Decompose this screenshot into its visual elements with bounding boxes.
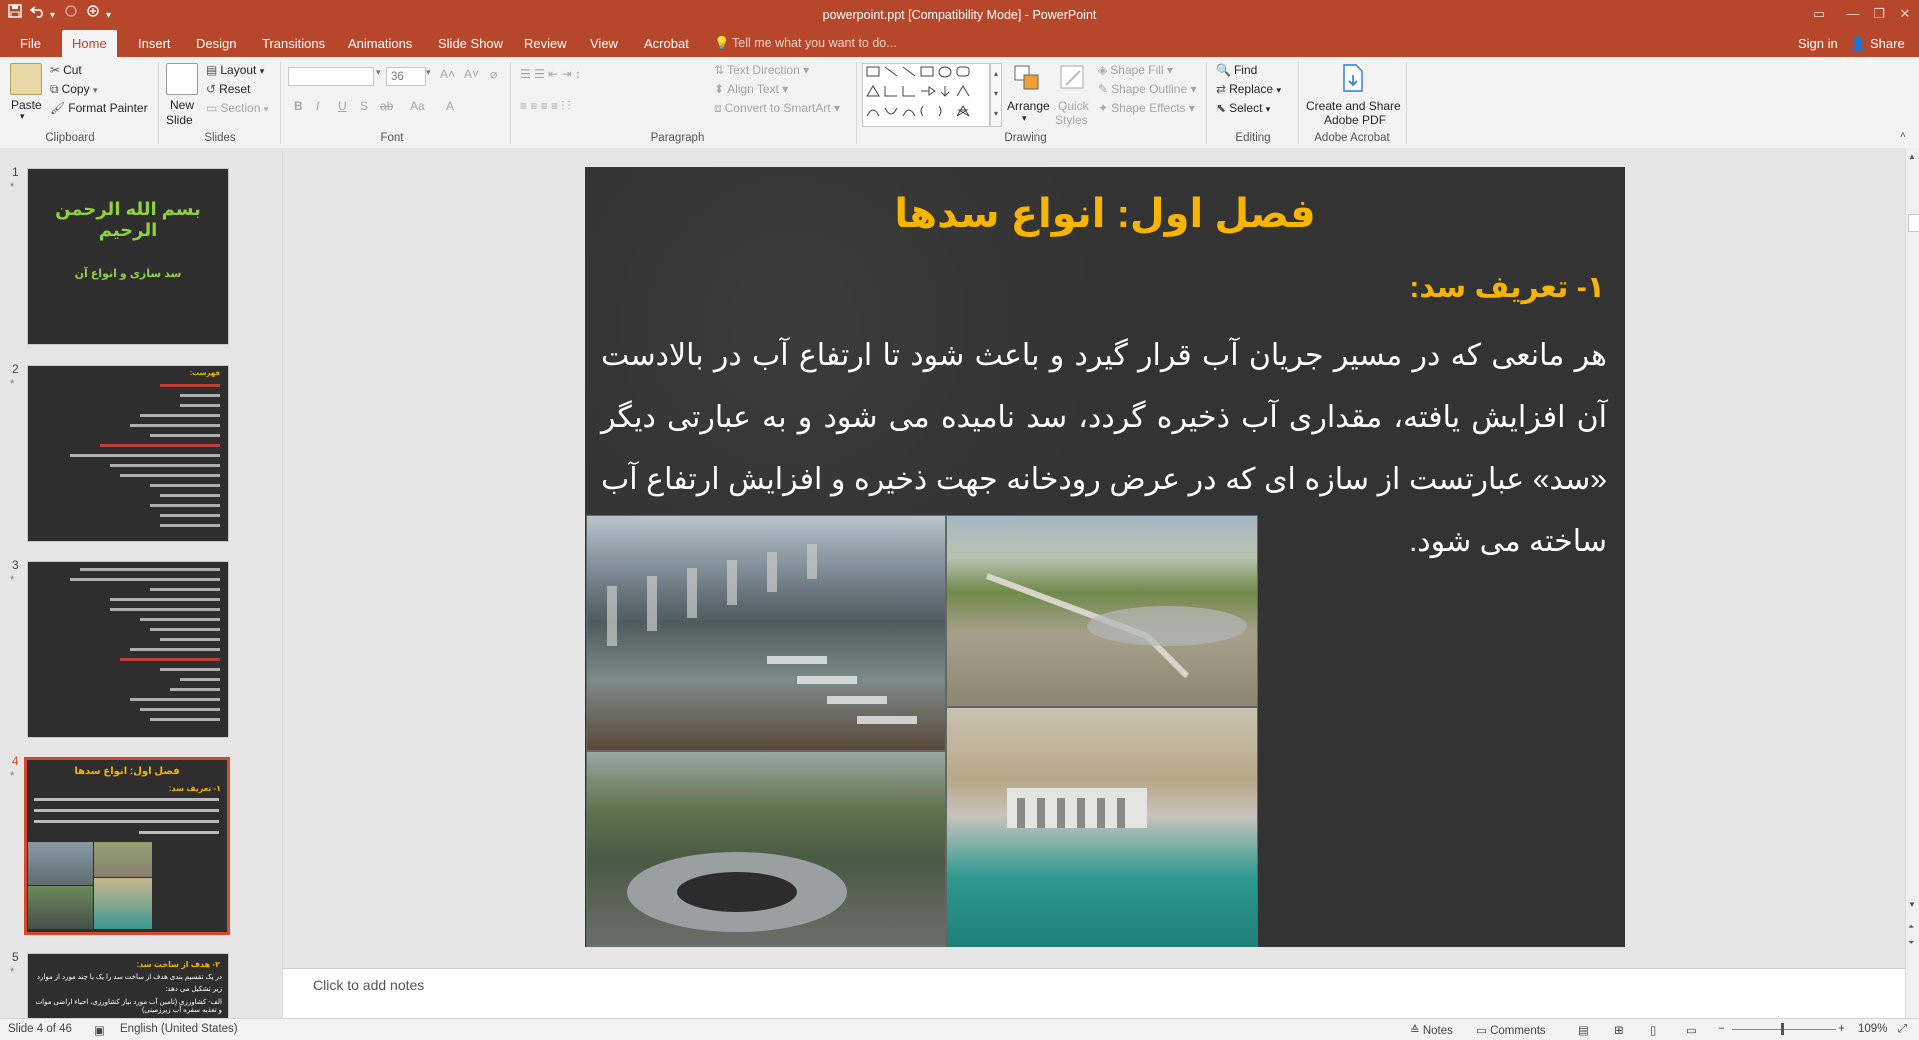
font-size-dropdown-icon[interactable]: ▾	[426, 67, 431, 77]
paint-bucket-icon: ◈	[1098, 63, 1108, 77]
tab-transitions[interactable]: Transitions	[262, 36, 326, 51]
select-button[interactable]	[1216, 101, 1270, 115]
strikethrough-button[interactable]: ab	[380, 99, 394, 113]
ribbon	[0, 57, 1919, 149]
thumb-number: 3	[12, 558, 19, 572]
slide-thumbnail-4[interactable]	[24, 757, 230, 935]
align-icons[interactable]: ≡ ≡ ≡ ≡ ⫶ ⫶	[520, 99, 571, 113]
clipboard-group-label: Clipboard	[45, 132, 95, 144]
text-direction-button[interactable]: ⇅ Text Direction ▾	[714, 63, 810, 77]
convert-smartart-button[interactable]: ⧈ Convert to SmartArt ▾	[714, 101, 841, 115]
thumb-text-line	[160, 668, 220, 671]
customize-qat-icon[interactable]: ▾	[106, 10, 112, 21]
thumb-text-line	[34, 820, 219, 823]
section-icon: ▭	[206, 101, 218, 115]
scroll-up-icon[interactable]: ▲	[1908, 152, 1916, 161]
format-painter-button[interactable]	[50, 101, 148, 115]
thumb-text-line	[180, 394, 220, 397]
comment-icon: ▭	[1476, 1025, 1491, 1037]
section-button[interactable]	[206, 101, 268, 115]
group-divider	[158, 62, 159, 144]
thumb-animation-star-icon: *	[10, 770, 15, 782]
thumb-text-line	[120, 658, 220, 661]
copy-icon: ⧉	[50, 82, 59, 96]
paragraph-group-label: Paragraph	[650, 132, 705, 144]
thumb-text-line	[120, 474, 220, 477]
layout-label: Layout	[220, 63, 257, 77]
thumb-animation-star-icon: *	[10, 966, 15, 978]
find-icon: 🔍	[1216, 63, 1231, 77]
slide-sorter-icon[interactable]: ⊞	[1614, 1025, 1624, 1037]
thumb-text-line	[150, 718, 220, 721]
section-dropdown-icon: ▾	[263, 104, 269, 114]
align-text-button[interactable]: ⬍ Align Text ▾	[714, 82, 789, 96]
thumb-text-line	[150, 434, 220, 437]
find-label: Find	[1233, 63, 1258, 77]
new-slide-icon[interactable]	[166, 63, 198, 95]
quick-styles-label-1[interactable]: Quick	[1058, 99, 1089, 113]
thumb-photo	[94, 878, 152, 929]
thumb-text-line	[150, 628, 220, 631]
group-divider	[280, 62, 281, 144]
thumb-text-line	[34, 798, 219, 801]
tell-me-box[interactable]: Tell me what you want to do...	[732, 36, 897, 50]
thumb-text-line	[80, 568, 220, 571]
thumb-text-line	[150, 484, 220, 487]
notes-icon: ≙	[1410, 1025, 1423, 1037]
create-share-pdf-label-1[interactable]: Create and Share	[1306, 99, 1401, 113]
tab-file[interactable]: File	[20, 36, 41, 51]
thumb-text: الف- کشاورزی (تامین آب مورد نیاز کشاورزی، احیاء اراضی موات و تغذیه سفره آب زیرزمینی)	[35, 999, 222, 1014]
sign-in-link[interactable]: Sign in	[1798, 36, 1838, 51]
tab-slide-show[interactable]: Slide Show	[438, 36, 504, 51]
thumb-text-line	[180, 404, 220, 407]
select-dropdown-icon: ▾	[1265, 104, 1271, 114]
undo-dropdown-icon[interactable]: ▾	[50, 10, 56, 21]
paste-icon[interactable]	[10, 63, 42, 95]
user-icon: 👤	[1850, 36, 1867, 51]
editing-group-label: Editing	[1235, 132, 1271, 144]
copy-label: Copy	[61, 82, 90, 96]
paste-dropdown-icon[interactable]: ▾	[20, 111, 25, 121]
reset-icon: ↺	[206, 82, 217, 96]
thumb-text-line	[110, 598, 220, 601]
thumb-text: ۱- تعریف سد:	[168, 784, 221, 793]
tab-view[interactable]: View	[590, 36, 618, 51]
thumb-photo	[28, 842, 93, 885]
normal-view-icon[interactable]: ▤	[1578, 1025, 1589, 1037]
arrange-button[interactable]: Arrange	[1007, 99, 1050, 113]
thumb-animation-star-icon: *	[10, 378, 15, 390]
scroll-down-icon[interactable]: ▼	[1908, 900, 1916, 909]
collapse-ribbon-icon[interactable]: ˄	[1900, 130, 1906, 141]
slide-editing-area	[283, 148, 1905, 968]
shape-fill-button[interactable]: ◈ Shape Fill ▾	[1098, 63, 1173, 77]
copy-button[interactable]	[50, 82, 97, 97]
zoom-level[interactable]: 109%	[1858, 1023, 1888, 1035]
effects-icon: ✦	[1098, 101, 1109, 115]
concrete-dam-reservoir-photo[interactable]	[946, 707, 1258, 947]
thumb-text: در یک تقسیم بندی هدف از ساخت سد را یک یا چند مورد از موارد زیر تشکیل می دهد:	[36, 974, 222, 993]
thumb-text-line	[110, 608, 220, 611]
slides-group-label: Slides	[204, 132, 236, 144]
reading-view-icon[interactable]: ▯	[1650, 1025, 1657, 1037]
font-color-button[interactable]: A	[446, 99, 455, 113]
decrease-font-icon[interactable]: A˅	[464, 67, 480, 81]
shape-effects-label: Shape Effects	[1111, 101, 1186, 115]
thumb-text-line	[180, 678, 220, 681]
change-case-button[interactable]: Aa	[410, 99, 425, 113]
notes-pane[interactable]	[283, 968, 1905, 1019]
current-slide[interactable]	[585, 167, 1625, 947]
layout-dropdown-icon: ▾	[259, 66, 265, 76]
slide-thumbnail-2[interactable]	[27, 365, 229, 542]
thumb-text: بسم الله الرحمن الرحیم	[55, 199, 201, 240]
lightbulb-icon: 💡	[714, 36, 730, 50]
slide-subtitle[interactable]: ۱- تعریف سد:	[1409, 271, 1605, 304]
select-label: Select	[1229, 101, 1263, 115]
slide-thumbnail-1[interactable]	[27, 168, 229, 345]
tab-insert[interactable]: Insert	[138, 36, 171, 51]
slide-body-text[interactable]: هر مانعی که در مسیر جریان آب قرار گیرد و باعث شود تا ارتفاع آب در بالادست آن افزایش یافته، مقداری آب ذخیره گردد، سد نامیده می شود و به عبارتی دیگر «سد» عبارتست از سازه ای که در عرض رودخانه جهت ذخیره و افزایش ارتفاع آب ساخته می شود.	[601, 339, 1607, 558]
thumb-text-line	[130, 648, 220, 651]
font-name-dropdown-icon[interactable]: ▾	[376, 67, 381, 77]
group-divider	[1298, 62, 1299, 144]
thumb-text-line	[70, 454, 220, 457]
thumb-text-line	[160, 494, 220, 497]
spelling-icon[interactable]: ▣	[94, 1025, 105, 1037]
notes-placeholder: Click to add notes	[313, 977, 425, 993]
minimize-icon[interactable]: —	[1846, 6, 1860, 21]
thumb-photo	[28, 886, 93, 929]
close-icon[interactable]: ✕	[1899, 6, 1911, 21]
embankment-dam-photo[interactable]	[946, 515, 1258, 707]
zoom-slider-handle[interactable]	[1781, 1023, 1784, 1035]
thumb-text-line	[130, 698, 220, 701]
thumb-text-line	[34, 809, 219, 812]
acrobat-group-label: Adobe Acrobat	[1314, 132, 1390, 144]
shapes-gallery[interactable]	[862, 63, 990, 127]
cut-label: Cut	[63, 63, 82, 77]
thumb-text-line	[150, 588, 220, 591]
thumb-text: ۲- هدف از ساخت سد:	[136, 960, 220, 969]
slide-counter: Slide 4 of 46	[8, 1023, 72, 1035]
tab-acrobat[interactable]: Acrobat	[644, 36, 689, 51]
font-size-field[interactable]: 36	[386, 67, 426, 86]
fit-to-window-icon[interactable]: ⤢	[1898, 1023, 1908, 1035]
paintbrush-icon: 🖌	[50, 101, 66, 115]
window-title: powerpoint.ppt [Compatibility Mode] - PowerPoint	[822, 8, 1097, 22]
thumb-text: فصل اول: انواع سدها	[74, 766, 180, 777]
tab-home[interactable]: Home	[62, 30, 117, 57]
align-text-label: Align Text	[727, 82, 779, 96]
arrange-dropdown-icon[interactable]: ▾	[1022, 113, 1027, 123]
group-divider	[1406, 62, 1407, 144]
quick-styles-icon[interactable]	[1058, 63, 1088, 93]
pen-icon: ✎	[1098, 82, 1109, 96]
clear-format-icon[interactable]: ⌀	[490, 67, 498, 81]
thumb-text-line	[160, 384, 220, 387]
notes-label: Notes	[1422, 1025, 1453, 1037]
shape-outline-button[interactable]: ✎ Shape Outline ▾	[1098, 82, 1197, 96]
thumb-text-line	[139, 831, 219, 834]
scroll-thumb[interactable]	[1908, 214, 1919, 232]
quick-styles-label-2[interactable]: Styles	[1055, 113, 1088, 127]
new-slide-label-1[interactable]: New	[170, 98, 195, 112]
create-share-pdf-label-2[interactable]: Adobe PDF	[1324, 113, 1387, 127]
cut-button[interactable]	[50, 63, 82, 77]
language-indicator[interactable]: English (United States)	[120, 1023, 238, 1035]
copy-dropdown-icon: ▾	[92, 85, 98, 95]
thumb-text: سد سازی و انواع آن	[74, 268, 182, 280]
title-bar	[0, 0, 1919, 30]
slide-thumbnail-3[interactable]	[27, 561, 229, 738]
thumb-text: فهرست:	[189, 370, 220, 377]
thumb-number: 5	[12, 950, 19, 964]
thumb-text-line	[160, 638, 220, 641]
thumb-animation-star-icon: *	[10, 181, 15, 193]
tab-design[interactable]: Design	[196, 36, 237, 51]
shape-effects-button[interactable]: ✦ Shape Effects ▾	[1098, 101, 1195, 115]
slide-thumbnail-5[interactable]	[27, 953, 229, 1018]
thumb-text-line	[100, 444, 220, 447]
comments-label: Comments	[1490, 1025, 1546, 1037]
share-button[interactable]: Share	[1870, 36, 1905, 51]
zoom-slider[interactable]	[1732, 1029, 1836, 1030]
ribbon-tabs	[0, 30, 1919, 57]
scissors-icon: ✂	[50, 63, 61, 77]
thumb-text-line	[140, 708, 220, 711]
replace-dropdown-icon: ▾	[1276, 85, 1281, 95]
ribbon-display-icon[interactable]: ▭	[1812, 6, 1826, 21]
thumb-text-line	[110, 464, 220, 467]
bullets-icon[interactable]: ☰ ☰ ⇤ ⇥ ↕	[520, 67, 581, 81]
shape-outline-label: Shape Outline	[1111, 82, 1188, 96]
thumb-text-line	[160, 524, 220, 527]
convert-smartart-label: Convert to SmartArt	[724, 101, 831, 115]
tab-review[interactable]: Review	[524, 36, 567, 51]
thumb-text-line	[70, 578, 220, 581]
font-name-field[interactable]	[288, 67, 374, 86]
replace-button[interactable]	[1216, 82, 1281, 96]
slide-thumbnail-panel	[0, 148, 283, 1018]
section-label: Section	[220, 101, 261, 115]
dam-spillway-photo[interactable]	[586, 515, 946, 751]
slideshow-view-icon[interactable]: ▭	[1686, 1025, 1697, 1037]
layout-icon: ▤	[206, 63, 218, 77]
bold-button[interactable]: B	[294, 99, 303, 113]
zoom-in-icon[interactable]: +	[1838, 1023, 1845, 1035]
thumb-text-line	[170, 688, 220, 691]
format-painter-label: Format Painter	[68, 101, 148, 115]
layout-button[interactable]	[206, 63, 264, 77]
adobe-pdf-icon[interactable]	[1338, 63, 1368, 93]
replace-label: Replace	[1229, 82, 1274, 96]
shadow-button[interactable]: S	[360, 99, 369, 113]
align-text-icon: ⬍	[714, 82, 725, 96]
drawing-group-label: Drawing	[1004, 132, 1047, 144]
group-divider	[1206, 62, 1207, 144]
thumb-text-line	[150, 504, 220, 507]
morning-glory-spillway-photo[interactable]	[586, 751, 946, 947]
zoom-out-icon[interactable]: −	[1718, 1023, 1725, 1035]
thumb-animation-star-icon: *	[10, 574, 15, 586]
comments-toggle[interactable]	[1476, 1023, 1546, 1037]
font-group-label: Font	[380, 132, 404, 144]
paste-button[interactable]: Paste	[11, 98, 42, 112]
underline-button[interactable]: U	[338, 99, 347, 113]
reset-button[interactable]	[206, 82, 250, 96]
next-slide-icon[interactable]: ⏷	[1908, 938, 1915, 947]
replace-icon: ⇄	[1216, 82, 1227, 96]
new-slide-label-2[interactable]: Slide	[166, 113, 193, 127]
smartart-icon: ⧈	[714, 101, 722, 115]
restore-icon[interactable]: ❐	[1873, 6, 1885, 21]
previous-slide-icon[interactable]: ⏶	[1908, 922, 1915, 931]
text-direction-icon: ⇅	[714, 63, 725, 77]
slide-title[interactable]: فصل اول: انواع سدها	[894, 192, 1316, 236]
thumb-number: 2	[12, 362, 19, 376]
group-divider	[856, 62, 857, 144]
reset-label: Reset	[219, 82, 251, 96]
increase-font-icon[interactable]: A˄	[440, 67, 456, 81]
shape-fill-label: Shape Fill	[1110, 63, 1164, 77]
thumb-text-line	[140, 414, 220, 417]
thumb-text-line	[130, 424, 220, 427]
notes-toggle[interactable]	[1410, 1023, 1453, 1037]
thumb-text-line	[160, 514, 220, 517]
find-button[interactable]	[1216, 63, 1257, 77]
text-direction-label: Text Direction	[727, 63, 800, 77]
thumb-number: 4	[12, 754, 19, 768]
shapes-gallery-scroll[interactable]: ▴ ▾ ▾	[990, 63, 1002, 127]
arrange-icon[interactable]	[1012, 63, 1042, 93]
tab-animations[interactable]: Animations	[348, 36, 413, 51]
slide-scrollbar[interactable]	[1905, 148, 1919, 1018]
thumb-text-line	[140, 618, 220, 621]
cursor-icon: ⬉	[1216, 101, 1227, 115]
thumb-number: 1	[12, 165, 19, 179]
status-bar	[0, 1018, 1919, 1040]
thumb-photo	[94, 842, 152, 877]
italic-button[interactable]: I	[316, 99, 320, 113]
